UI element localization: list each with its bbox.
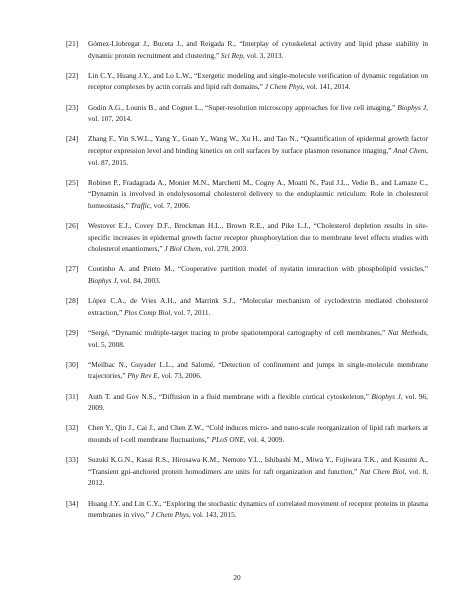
reference-text: Huang J.Y. and Lin C.Y., “Exploring the stochastic dynamics of correlated movement of receptor proteins in plasma membranes in vivo,” (88, 498, 428, 520)
reference-item (66, 295, 428, 318)
reference-text: Robinet P., Fradagrada A., Monier M.N., Marchetti M., Cogny A., Moatti N., Paul J.L., Vedie B., and Lamaze C., “Dynamin is involved in endolysosomal cholesterol delivery to the endoplasmic reticulum: Role in cholesterol homeostasis,” (88, 177, 428, 210)
reference-item (66, 133, 428, 168)
reference-item (66, 70, 428, 93)
reference-details: , vol. 3, 2013. (243, 50, 284, 60)
reference-details: , vol. 107, 2014. (88, 102, 428, 124)
reference-text: López C.A., de Vries A.H., and Marrink S.J., “Molecular mechanism of cyclodextrin mediated cholesterol extraction,” (88, 296, 428, 317)
reference-details: , vol. 143, 2015. (188, 510, 237, 520)
reference-text: Westover E.J., Covey D.F., Brockman H.L., Brown R.E., and Pike L.J., “Cholesterol depletion results in site-specific increases in epidermal growth factor receptor phosphorylation due to membrane level effects studies with cholesterol enantiomers,” (88, 221, 428, 254)
reference-text: Gómez-Llobregat J., Buceta J., and Reigada R., “Interplay of cytoskeletal activity and lipid phase stability in dynamic protein recruitment and clustering,” (88, 39, 428, 60)
reference-list (66, 38, 428, 529)
reference-number: [32] (66, 423, 79, 433)
reference-number: [28] (66, 296, 79, 306)
reference-journal: Nat Chem Biol (359, 466, 405, 476)
reference-details: , vol. 278, 2003. (200, 244, 249, 254)
reference-item (66, 177, 428, 212)
reference-item (66, 391, 428, 414)
reference-details: , vol. 73, 2006. (157, 371, 202, 381)
reference-details: , vol. 96, 2009. (88, 391, 428, 413)
page-number: 20 (233, 573, 241, 582)
reference-journal: Nat Methods (387, 328, 427, 338)
reference-details: , vol. 7, 2011. (170, 307, 211, 317)
reference-details: , vol. 87, 2015. (88, 145, 428, 167)
reference-item (66, 498, 428, 521)
reference-number: [24] (66, 134, 79, 144)
reference-text: Chen Y., Qin J., Cai J., and Chen Z.W., “Cold induces micro- and nano-scale reorganization of lipid raft markers at mounds of t-cell membrane fluctuations,” (88, 423, 428, 444)
reference-number: [25] (66, 177, 79, 187)
reference-item (66, 263, 428, 286)
reference-item (66, 102, 428, 125)
reference-journal: Sci Rep (220, 50, 244, 60)
reference-journal: Phy Rev E (127, 371, 158, 381)
reference-text: Godin A.G., Lounis B., and Cognet L., “Super-resolution microscopy approaches for live cell imaging,” (88, 102, 398, 112)
reference-journal: Biophys J (88, 276, 117, 286)
reference-journal: Anal Chem (393, 145, 427, 155)
reference-text: Suzuki K.G.N., Kasai R.S., Hirosawa K.M., Nemoto Y.L., Ishibashi M., Miwa Y., Fujiwara T.K., and Kusumi A., “Transient gpi-anchored protein homodimers are units for raft organization and function,” (88, 455, 428, 476)
reference-number: [30] (66, 359, 79, 369)
reference-details: , vol. 4, 2009. (243, 434, 285, 444)
reference-details: , vol. 84, 2003. (116, 276, 161, 286)
reference-text: Coutinho A. and Prieto M., “Cooperative partition model of nystatin interaction with phospholipid vesicles,” (88, 264, 428, 274)
reference-text: Auth T. and Gov N.S., “Diffusion in a fluid membrane with a flexible cortical cytoskeleton,” (88, 391, 372, 401)
reference-number: [23] (66, 102, 79, 112)
reference-details: , vol. 5, 2008. (88, 328, 428, 349)
reference-number: [21] (66, 39, 79, 48)
reference-details: , vol. 8, 2012. (88, 466, 428, 488)
reference-item (66, 359, 428, 382)
reference-number: [34] (66, 498, 79, 508)
reference-details: , vol. 7, 2006. (150, 200, 191, 210)
reference-text: Zhang F., Yin S.W.L., Yang Y., Guan Y., Wang W., Xu H., and Tao N., “Quantification of epidermal growth factor receptor expression level and binding kinetics on cell surfaces by surface plasmon resonance imaging,” (88, 134, 428, 155)
reference-text: “Sergé, “Dynamic multiple-target tracing to probe spatiotemporal cartography of cell membranes,” (88, 328, 388, 338)
reference-number: [26] (66, 221, 79, 231)
reference-item (66, 327, 428, 350)
reference-item (66, 220, 428, 255)
reference-number: [29] (66, 328, 79, 338)
reference-item (66, 454, 428, 489)
reference-number: [31] (66, 391, 79, 401)
reference-journal: Biophys J (397, 102, 427, 112)
reference-item (66, 38, 428, 61)
reference-text: Lin C.Y., Huang J.Y., and Lo L.W., “Exergetic modeling and single-molecule verification of dynamic regulation on receptor complexes by actin corrals and lipid raft domains,” (88, 70, 428, 92)
reference-journal: J Chem Phys (264, 82, 303, 92)
reference-journal: J Chem Phys (150, 510, 189, 520)
reference-journal: Traffic (130, 200, 151, 210)
reference-journal: J Biol Chem (164, 244, 201, 254)
reference-number: [33] (66, 455, 79, 465)
reference-details: , vol. 141, 2014. (302, 82, 351, 92)
reference-journal: PLoS ONE (211, 434, 244, 444)
reference-number: [27] (66, 264, 79, 274)
reference-number: [22] (66, 70, 79, 80)
reference-journal: Biophys J (371, 391, 401, 401)
reference-text: “Meilhac N., Guyader L.L., and Salomé, “Detection of confinement and jumps in single-molecule membrane trajectories,” (88, 359, 428, 381)
reference-item (66, 422, 428, 445)
reference-journal: Plos Comp Biol (124, 307, 171, 317)
